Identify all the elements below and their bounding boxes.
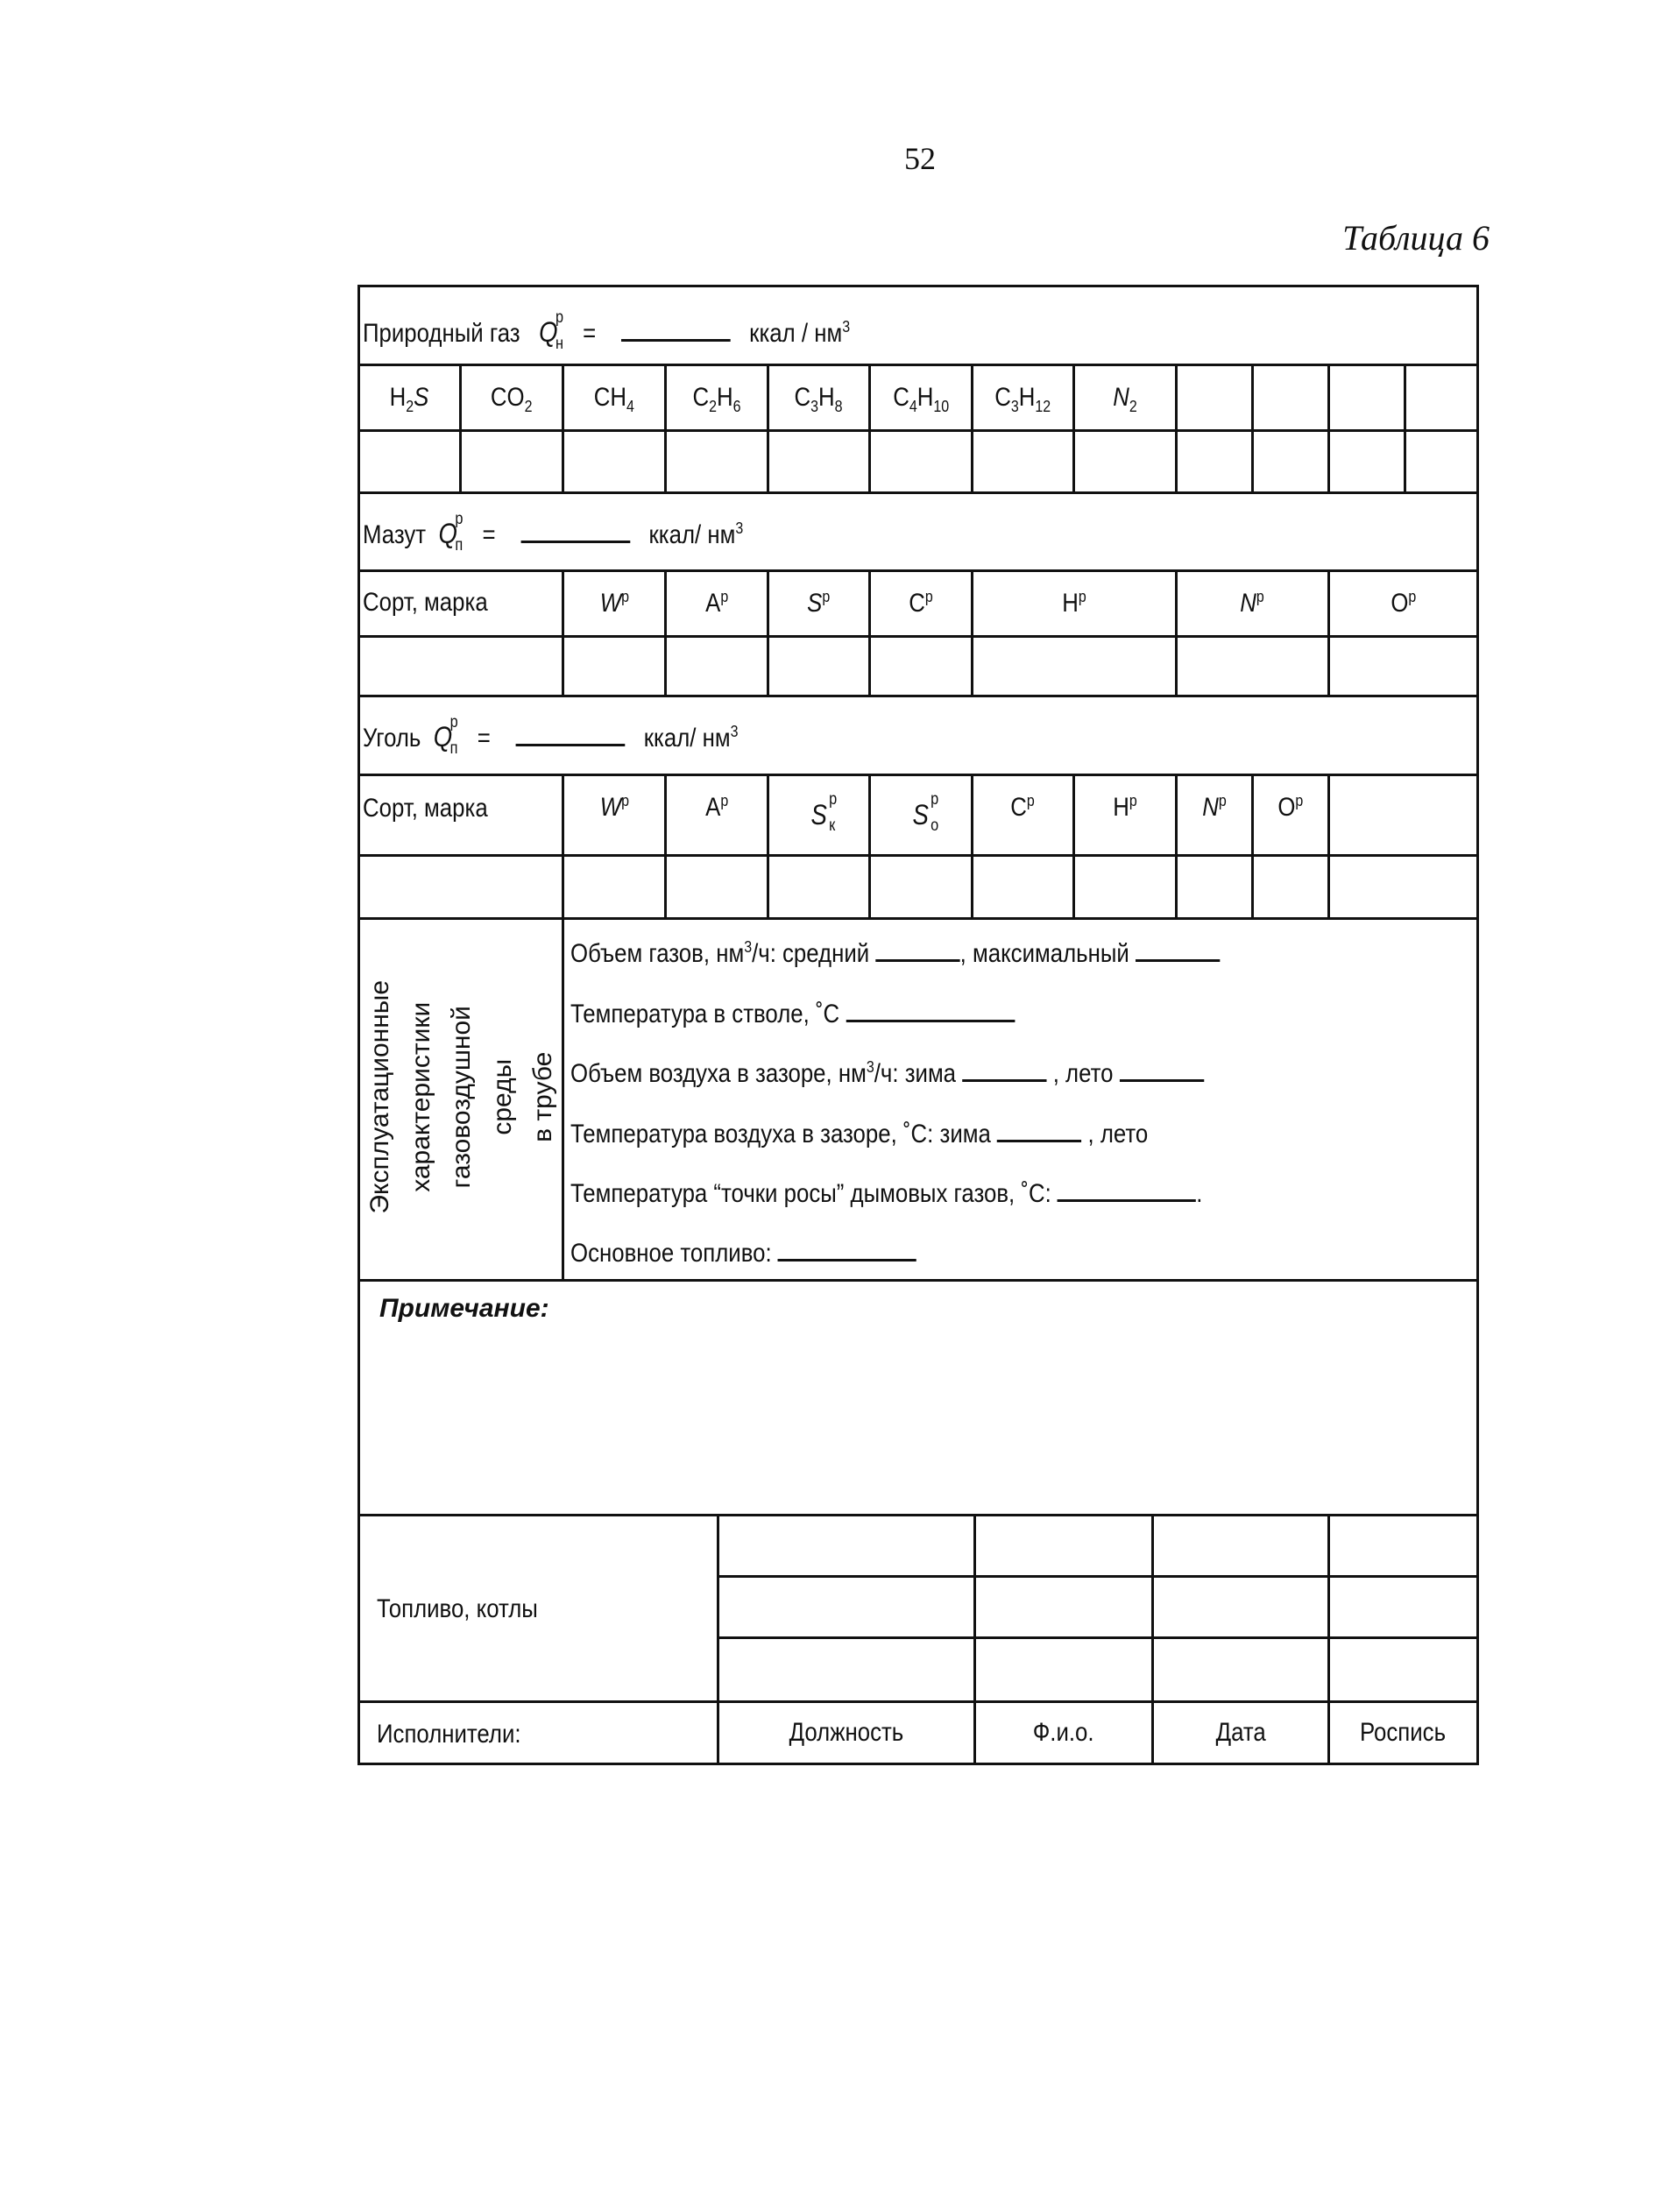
main-fuel-field[interactable] <box>778 1238 916 1261</box>
coal-param-a: $A^р$ <box>704 791 729 822</box>
coal-param-o: $O^р$ <box>1277 791 1304 822</box>
operational-side-label <box>360 920 563 1275</box>
executors-signature-header: Роспись <box>1360 1718 1447 1747</box>
gas-component-h2s: $H_2S$ <box>390 383 429 415</box>
gas-component-c3h12: $C_3H_{12}$ <box>994 383 1051 415</box>
mazut-equals: = <box>482 520 496 549</box>
table-border-right <box>1476 285 1479 1765</box>
mazut-param-w: $W^р$ <box>599 587 629 618</box>
coal-param-h: $H^р$ <box>1113 791 1137 822</box>
mazut-param-h: $H^р$ <box>1062 587 1086 618</box>
gas-component-c3h8: $C_3H_8$ <box>794 383 844 415</box>
gas-volume-line: Объем газов, $нм^3/ч$: средний , максимальный <box>570 938 1220 967</box>
rule <box>1251 364 1254 491</box>
rule <box>357 491 1479 494</box>
side-label-line: Эксплуатационные <box>364 980 394 1214</box>
gas-q-symbol: Q р н <box>539 308 564 353</box>
gas-volume-max-label: , максимальный <box>959 939 1129 968</box>
rule <box>1175 364 1178 491</box>
rule <box>357 429 1479 432</box>
coal-label: Уголь <box>363 724 421 753</box>
dew-point-label: Температура “точки росы” дымовых газов, ˚С: <box>570 1179 1051 1208</box>
mazut-unit: ккал/ $нм^3$ <box>648 519 744 549</box>
coal-unit: ккал/ $нм^3$ <box>643 722 739 753</box>
mazut-heat-value-field[interactable] <box>520 519 630 543</box>
coal-equals: = <box>477 724 491 753</box>
rule <box>1327 364 1330 491</box>
table-caption: Таблица 6 <box>1342 218 1490 258</box>
gap-air-volume-line: Объем воздуха в зазоре, $нм^3/ч$: зима , лето <box>570 1058 1204 1087</box>
gap-air-volume-summer-label: , лето <box>1052 1059 1114 1088</box>
gas-component-c2h6: $C_2H_6$ <box>692 383 741 415</box>
coal-param-s-k: S р к <box>810 790 838 835</box>
gas-volume-label: Объем газов, нм <box>570 939 745 968</box>
rule <box>717 1575 1479 1578</box>
gap-air-temperature-line <box>570 1119 1148 1148</box>
page-number: 52 <box>904 141 936 176</box>
rule <box>1327 774 1330 917</box>
coal-param-c: $C^р$ <box>1010 791 1036 822</box>
mazut-param-c: $C^р$ <box>909 587 933 618</box>
gap-air-volume-winter-label: /ч: зима <box>874 1059 957 1088</box>
rule <box>1404 364 1406 491</box>
gas-heat-value-field[interactable] <box>621 318 731 342</box>
coal-param-s-o: S р о <box>912 790 939 835</box>
gap-air-volume-label: Объем воздуха в зазоре, нм <box>570 1059 867 1088</box>
note-label: Примечание: <box>379 1294 549 1323</box>
rule <box>357 695 1479 697</box>
main-fuel-line <box>570 1238 916 1267</box>
fuel-boilers-label: Топливо, котлы <box>377 1594 538 1623</box>
mazut-label: Мазут <box>363 520 427 549</box>
mazut-param-n: $N^р$ <box>1240 587 1265 618</box>
coal-q-symbol: Q р п <box>433 713 458 758</box>
coal-param-n: $N^р$ <box>1202 791 1227 822</box>
fuel-form-table <box>357 285 1479 1765</box>
gas-volume-avg-label: /ч: средний <box>752 939 870 968</box>
stack-temperature-line <box>570 999 1015 1028</box>
mazut-param-a: $A^р$ <box>704 587 729 618</box>
dew-point-field[interactable] <box>1058 1178 1196 1202</box>
gap-air-temperature-summer-label: , лето <box>1087 1120 1149 1148</box>
side-label-line: газовоздушной среды <box>446 1006 517 1189</box>
rule <box>717 1636 1479 1639</box>
executors-date-header: Дата <box>1215 1718 1266 1747</box>
executors-name-header: Ф.и.о. <box>1033 1718 1094 1747</box>
gas-volume-max-field[interactable] <box>1136 938 1220 962</box>
coal-sort-label: Сорт, марка <box>363 794 488 823</box>
side-label-line: характеристики <box>406 1001 435 1193</box>
gas-component-c4h10: $C_4H_{10}$ <box>893 383 949 415</box>
rule <box>357 635 1479 638</box>
table-border-bottom <box>357 1763 1479 1765</box>
gap-air-temperature-winter-field[interactable] <box>997 1119 1081 1142</box>
gas-component-n2: $N_2$ <box>1113 383 1137 415</box>
executors-position-header: Должность <box>789 1718 904 1747</box>
table-border-top <box>357 285 1479 287</box>
gas-volume-avg-field[interactable] <box>875 938 959 962</box>
gas-component-ch4: $CH_4$ <box>593 383 635 415</box>
coal-param-w: $W^р$ <box>599 791 629 822</box>
gas-equals: = <box>583 319 597 348</box>
gas-component-co2: $CO_2$ <box>491 383 533 415</box>
mazut-param-o: $O^р$ <box>1391 587 1416 618</box>
dew-point-end: . <box>1196 1179 1203 1208</box>
rule <box>357 1279 1479 1282</box>
gas-heading <box>363 308 851 353</box>
stack-temperature-field[interactable] <box>846 999 1015 1022</box>
gap-air-volume-summer-field[interactable] <box>1120 1058 1204 1082</box>
mazut-q-symbol: Q р п <box>438 510 464 555</box>
coal-heat-value-field[interactable] <box>516 723 626 746</box>
mazut-heading <box>363 510 744 555</box>
gap-air-temperature-winter-label: Температура воздуха в зазоре, ˚С: зима <box>570 1120 991 1148</box>
executors-label: Исполнители: <box>377 1720 521 1749</box>
coal-heading <box>363 713 739 758</box>
rule <box>357 854 1479 857</box>
gap-air-volume-winter-field[interactable] <box>962 1058 1046 1082</box>
dew-point-line <box>570 1178 1202 1207</box>
main-fuel-label: Основное топливо: <box>570 1239 772 1268</box>
gas-unit: ккал / $нм^3$ <box>749 317 851 348</box>
mazut-sort-label: Сорт, марка <box>363 588 488 617</box>
stack-temperature-label: Температура в стволе, ˚С <box>570 1000 840 1028</box>
mazut-param-s: $S^р$ <box>807 587 831 618</box>
side-label-line: в трубе <box>527 1051 557 1143</box>
note-area[interactable] <box>360 1336 1476 1511</box>
gas-label: Природный газ <box>363 319 520 348</box>
rule <box>357 1514 1479 1516</box>
